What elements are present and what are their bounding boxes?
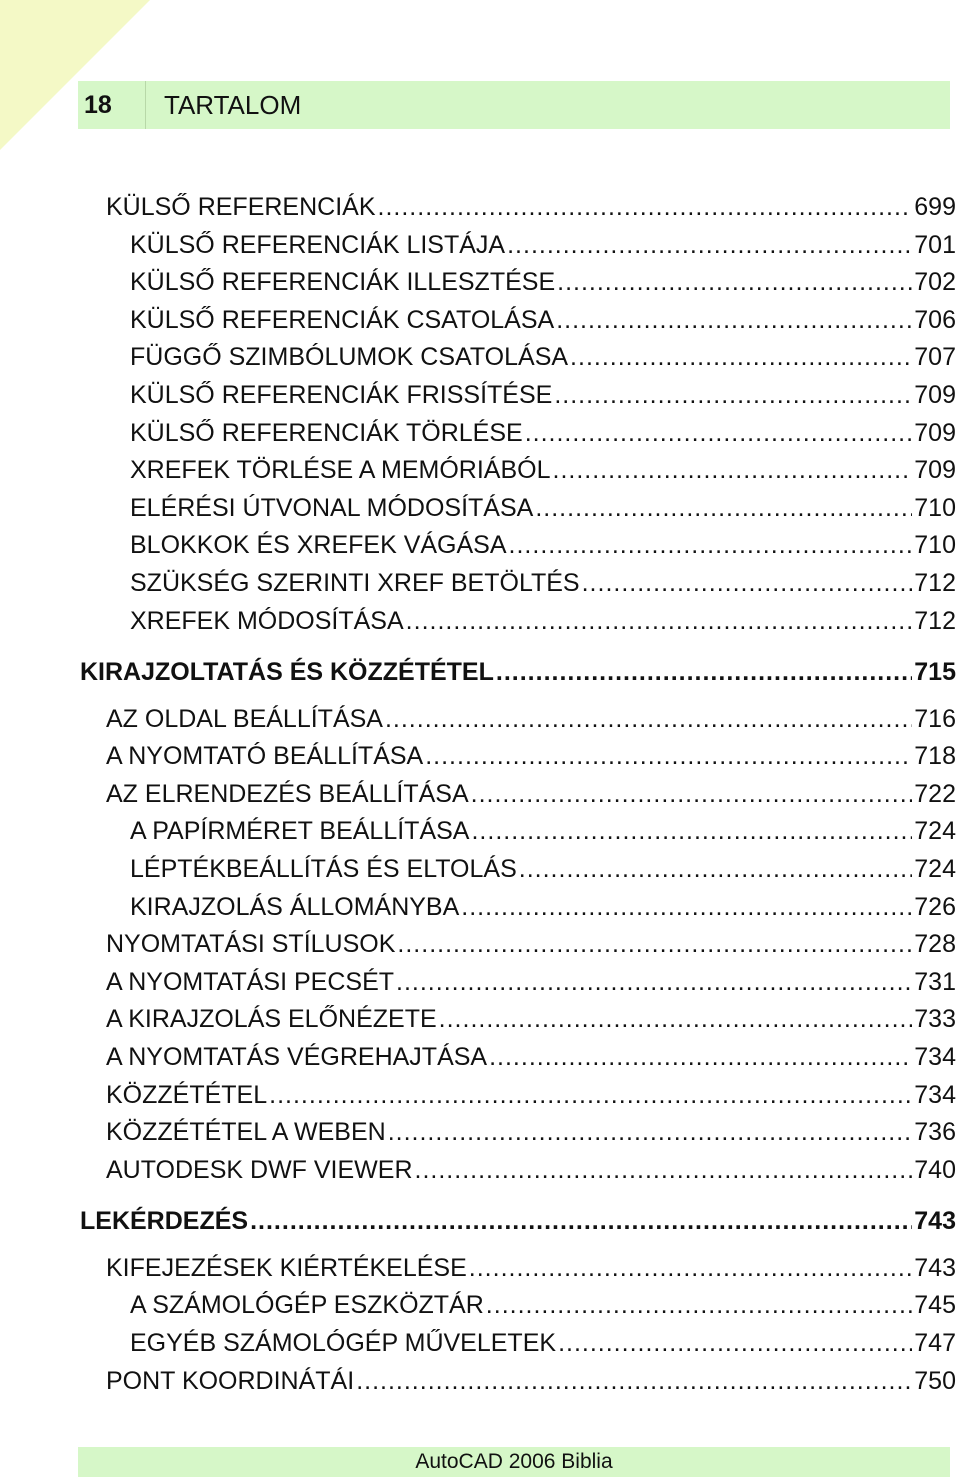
- toc-leader-dots: [356, 1366, 912, 1396]
- toc-entry-title: ELÉRÉSI ÚTVONAL MÓDOSÍTÁSA: [130, 493, 534, 522]
- toc-entry[interactable]: [106, 1366, 956, 1396]
- toc-entry-page: 722: [914, 779, 956, 808]
- toc-entry[interactable]: [106, 192, 956, 222]
- toc-entry-title: XREFEK MÓDOSÍTÁSA: [130, 606, 404, 635]
- toc-leader-dots: [397, 929, 912, 959]
- toc-entry[interactable]: [106, 1155, 956, 1185]
- toc-leader-dots: [385, 704, 912, 734]
- toc-entry[interactable]: [130, 1328, 956, 1358]
- toc-entry-title: KÜLSŐ REFERENCIÁK TÖRLÉSE: [130, 418, 523, 447]
- toc-entry-title: SZÜKSÉG SZERINTI XREF BETÖLTÉS: [130, 569, 580, 597]
- toc-entry-page: 712: [914, 606, 956, 635]
- toc-entry[interactable]: [106, 1004, 956, 1034]
- toc-entry-page: 734: [914, 1080, 956, 1109]
- toc-entry-page: 745: [914, 1291, 956, 1320]
- toc-entry-title: KÜLSŐ REFERENCIÁK: [106, 193, 376, 221]
- toc-leader-dots: [558, 1328, 912, 1358]
- toc-entry-page: 715: [914, 657, 956, 686]
- toc-entry-title: KÜLSŐ REFERENCIÁK FRISSÍTÉSE: [130, 381, 553, 409]
- toc-entry-page: 743: [914, 1206, 956, 1235]
- toc-entry-title: KIRAJZOLÁS ÁLLOMÁNYBA: [130, 892, 460, 921]
- toc-entry-title: EGYÉB SZÁMOLÓGÉP MŰVELETEK: [130, 1329, 557, 1357]
- toc-entry-page: 736: [914, 1118, 956, 1147]
- toc-entry[interactable]: [106, 1042, 956, 1072]
- toc-entry-title: PONT KOORDINÁTÁI: [106, 1366, 355, 1395]
- toc-entry-title: A SZÁMOLÓGÉP ESZKÖZTÁR: [130, 1291, 484, 1320]
- toc-entry-page: 728: [914, 930, 956, 959]
- toc-entry-page: 724: [914, 817, 956, 846]
- toc-entry-title: A PAPÍRMÉRET BEÁLLÍTÁSA: [130, 817, 470, 846]
- toc-leader-dots: [461, 892, 912, 922]
- toc-entry-page: 709: [914, 456, 956, 485]
- toc-entry[interactable]: [130, 380, 956, 410]
- toc-entry[interactable]: [130, 418, 956, 448]
- toc-leader-dots: [425, 741, 912, 771]
- toc-entry-title: BLOKKOK ÉS XREFEK VÁGÁSA: [130, 531, 507, 560]
- toc-leader-dots: [509, 530, 913, 560]
- toc-entry-page: 724: [914, 855, 956, 883]
- toc-entry[interactable]: [130, 816, 956, 846]
- toc-entry-title: KÜLSŐ REFERENCIÁK CSATOLÁSA: [130, 305, 555, 334]
- toc-entry[interactable]: [130, 493, 956, 523]
- toc-entry[interactable]: [106, 967, 956, 997]
- toc-entry-title: KIFEJEZÉSEK KIÉRTÉKELÉSE: [106, 1253, 467, 1282]
- toc-entry-page: 709: [914, 381, 956, 409]
- toc-entry-page: 716: [914, 704, 956, 733]
- toc-entry-title: AZ ELRENDEZÉS BEÁLLÍTÁSA: [106, 779, 469, 808]
- toc-leader-dots: [570, 342, 912, 372]
- toc-entry[interactable]: [106, 1080, 956, 1110]
- toc-entry-title: A NYOMTATÓ BEÁLLÍTÁSA: [106, 742, 424, 771]
- page-number: 18: [78, 81, 146, 129]
- toc-entry-page: 707: [914, 343, 956, 372]
- toc-entry[interactable]: [106, 741, 956, 771]
- toc-leader-dots: [496, 657, 912, 687]
- toc-leader-dots: [269, 1080, 912, 1110]
- toc-entry[interactable]: [130, 530, 956, 560]
- toc-entry[interactable]: [130, 568, 956, 598]
- toc-entry[interactable]: [80, 657, 956, 687]
- toc-entry[interactable]: [130, 342, 956, 372]
- toc-entry-page: 726: [914, 892, 956, 921]
- toc-entry-page: 733: [914, 1005, 956, 1034]
- toc-entry[interactable]: [106, 1253, 956, 1283]
- toc-entry[interactable]: [106, 779, 956, 809]
- toc-leader-dots: [250, 1206, 912, 1236]
- toc-entry[interactable]: [80, 1206, 956, 1236]
- toc-entry-page: 706: [914, 305, 956, 334]
- toc-entry[interactable]: [130, 455, 956, 485]
- toc-entry-page: 718: [914, 742, 956, 771]
- toc-entry-title: A NYOMTATÁS VÉGREHAJTÁSA: [106, 1043, 488, 1071]
- toc-entry-title: KÜLSŐ REFERENCIÁK LISTÁJA: [130, 230, 506, 259]
- toc-entry[interactable]: [130, 854, 956, 884]
- toc-leader-dots: [519, 854, 913, 884]
- toc-entry-page: 701: [914, 230, 956, 259]
- toc-leader-dots: [557, 267, 912, 297]
- toc-entry-title: FÜGGŐ SZIMBÓLUMOK CSATOLÁSA: [130, 343, 569, 372]
- footer-text: AutoCAD 2006 Biblia: [415, 1450, 613, 1473]
- toc-entry-page: 712: [914, 569, 956, 597]
- toc-entry-title: A KIRAJZOLÁS ELŐNÉZETE: [106, 1005, 437, 1034]
- toc-entry[interactable]: [130, 267, 956, 297]
- toc-entry-title: KÜLSŐ REFERENCIÁK ILLESZTÉSE: [130, 268, 556, 297]
- toc-entry-title: LEKÉRDEZÉS: [80, 1206, 249, 1235]
- toc-entry-title: A NYOMTATÁSI PECSÉT: [106, 967, 395, 996]
- toc-entry-title: XREFEK TÖRLÉSE A MEMÓRIÁBÓL: [130, 456, 551, 485]
- toc-entry-page: 699: [914, 193, 956, 221]
- toc-leader-dots: [396, 967, 912, 997]
- toc-leader-dots: [406, 606, 913, 636]
- toc-entry-title: KÖZZÉTÉTEL: [106, 1080, 268, 1109]
- toc-entry-page: 731: [914, 967, 956, 996]
- toc-entry-title: AZ OLDAL BEÁLLÍTÁSA: [106, 704, 383, 733]
- toc-leader-dots: [469, 1253, 913, 1283]
- toc-entry-title: LÉPTÉKBEÁLLÍTÁS ÉS ELTOLÁS: [130, 855, 517, 883]
- page-header: [78, 81, 950, 129]
- toc-entry[interactable]: [106, 929, 956, 959]
- toc-leader-dots: [388, 1117, 913, 1147]
- toc-leader-dots: [556, 305, 912, 335]
- toc-entry[interactable]: [106, 704, 956, 734]
- toc-entry-page: 709: [914, 418, 956, 447]
- toc-entry-page: 740: [914, 1155, 956, 1184]
- page-footer: [78, 1447, 950, 1477]
- toc-entry[interactable]: [130, 305, 956, 335]
- toc-leader-dots: [507, 230, 912, 260]
- toc-leader-dots: [489, 1042, 912, 1072]
- toc-entry-title: NYOMTATÁSI STÍLUSOK: [106, 930, 396, 959]
- toc-entry[interactable]: [130, 230, 956, 260]
- toc-leader-dots: [535, 493, 912, 523]
- toc-leader-dots: [439, 1004, 913, 1034]
- toc-leader-dots: [378, 192, 913, 222]
- toc-leader-dots: [554, 380, 912, 410]
- toc-entry[interactable]: [106, 1117, 956, 1147]
- header-title: TARTALOM: [164, 89, 302, 120]
- toc-leader-dots: [471, 779, 913, 809]
- toc-leader-dots: [525, 418, 913, 448]
- toc-entry-title: KÖZZÉTÉTEL A WEBEN: [106, 1118, 386, 1147]
- toc-leader-dots: [486, 1290, 912, 1320]
- toc-entry-page: 747: [914, 1329, 956, 1357]
- toc-entry-page: 750: [914, 1366, 956, 1395]
- toc-entry[interactable]: [130, 892, 956, 922]
- toc-entry[interactable]: [130, 1290, 956, 1320]
- toc-leader-dots: [582, 568, 913, 598]
- toc-entry[interactable]: [130, 606, 956, 636]
- toc-entry-page: 710: [914, 531, 956, 560]
- toc-leader-dots: [471, 816, 912, 846]
- toc-leader-dots: [553, 455, 913, 485]
- toc-entry-page: 734: [914, 1043, 956, 1071]
- toc-leader-dots: [415, 1155, 913, 1185]
- toc-entry-title: AUTODESK DWF VIEWER: [106, 1155, 413, 1184]
- toc-entry-page: 710: [914, 493, 956, 522]
- toc-entry-page: 743: [914, 1253, 956, 1282]
- toc-entry-page: 702: [914, 268, 956, 297]
- toc-entry-title: KIRAJZOLTATÁS ÉS KÖZZÉTÉTEL: [80, 657, 494, 686]
